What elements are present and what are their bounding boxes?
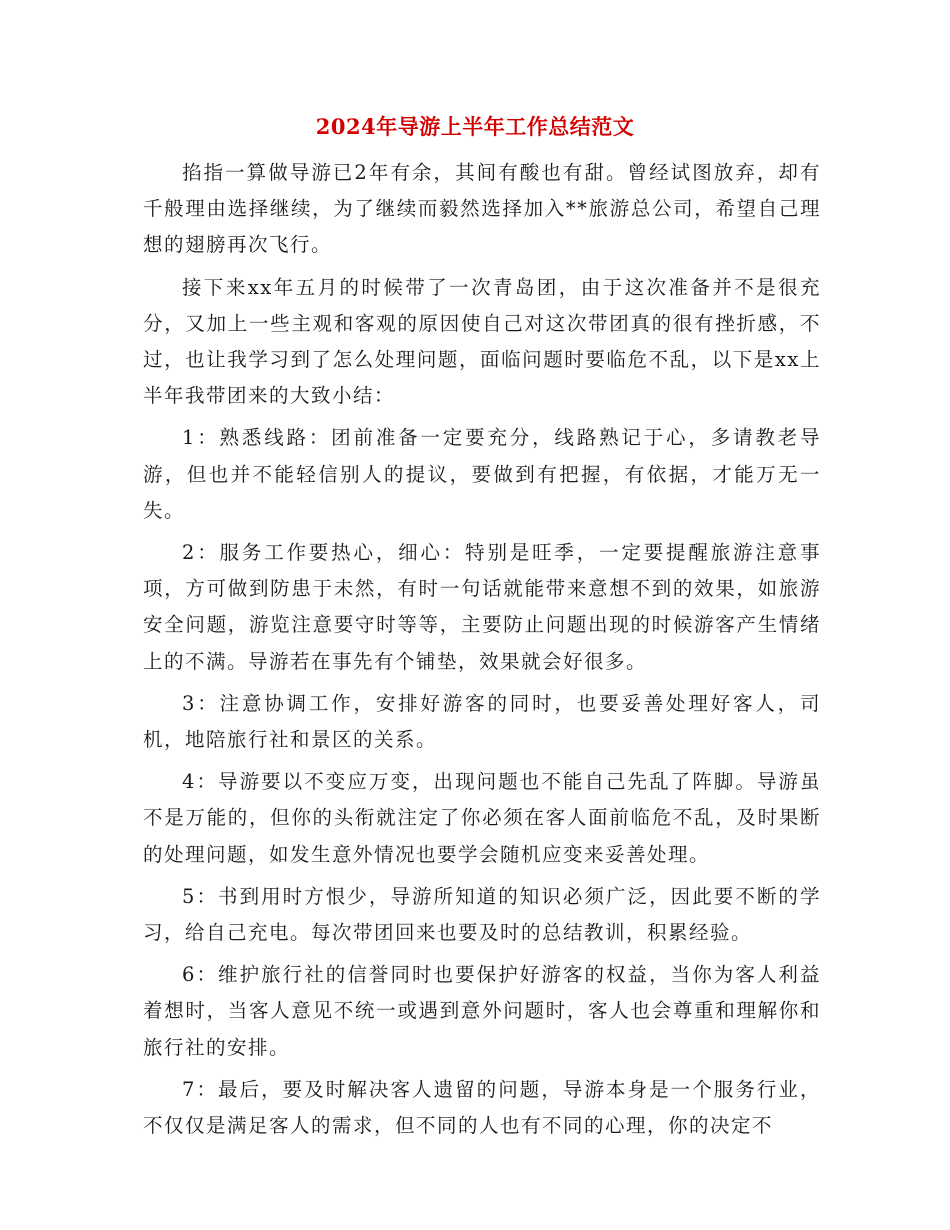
paragraph-point-3: 3：注意协调工作，安排好游客的同时，也要妥善处理好客人，司机，地陪旅行社和景区的关系。 xyxy=(143,691,821,752)
paragraph-point-2: 2：服务工作要热心，细心：特别是旺季，一定要提醒旅游注意事项，方可做到防患于未然，有时一句话就能带来意想不到的效果，如旅游安全问题，游览注意要守时等等，主要防止问题出现的时候游客产生情绪上的不满。导游若在事先有个铺垫，效果就会好很多。 xyxy=(143,541,821,673)
document-title: 2024年导游上半年工作总结范文 xyxy=(315,114,635,139)
paragraph-intro: 掐指一算做导游已2年有余，其间有酸也有甜。曾经试图放弃，却有千般理由选择继续，为了继续而毅然选择加入**旅游总公司，希望自己理想的翅膀再次飞行。 xyxy=(143,161,821,257)
paragraph-point-6: 6：维护旅行社的信誉同时也要保护好游客的权益，当你为客人利益着想时，当客人意见不统一或遇到意外问题时，客人也会尊重和理解你和旅行社的安排。 xyxy=(143,963,821,1059)
paragraph-point-7: 7：最后，要及时解决客人遗留的问题，导游本身是一个服务行业，不仅仅是满足客人的需求，但不同的人也有不同的心理，你的决定不 xyxy=(143,1077,821,1138)
paragraph-background: 接下来xx年五月的时候带了一次青岛团，由于这次准备并不是很充分，又加上一些主观和客观的原因使自己对这次带团真的很有挫折感，不过，也让我学习到了怎么处理问题，面临问题时要临危不乱，以下是xx上半年我带团来的大致小结： xyxy=(143,275,821,408)
document-body xyxy=(143,155,821,1150)
paragraph-point-5: 5：书到用时方恨少，导游所知道的知识必须广泛，因此要不断的学习，给自己充电。每次带团回来也要及时的总结教训，积累经验。 xyxy=(143,884,821,945)
paragraph-point-4: 4：导游要以不变应万变，出现问题也不能自己先乱了阵脚。导游虽不是万能的，但你的头衔就注定了你必须在客人面前临危不乱，及时果断的处理问题，如发生意外情况也要学会随机应变来妥善处理。 xyxy=(143,770,821,866)
paragraph-point-1: 1：熟悉线路：团前准备一定要充分，线路熟记于心，多请教老导游，但也并不能轻信别人的提议，要做到有把握，有依据，才能万无一失。 xyxy=(143,426,821,522)
